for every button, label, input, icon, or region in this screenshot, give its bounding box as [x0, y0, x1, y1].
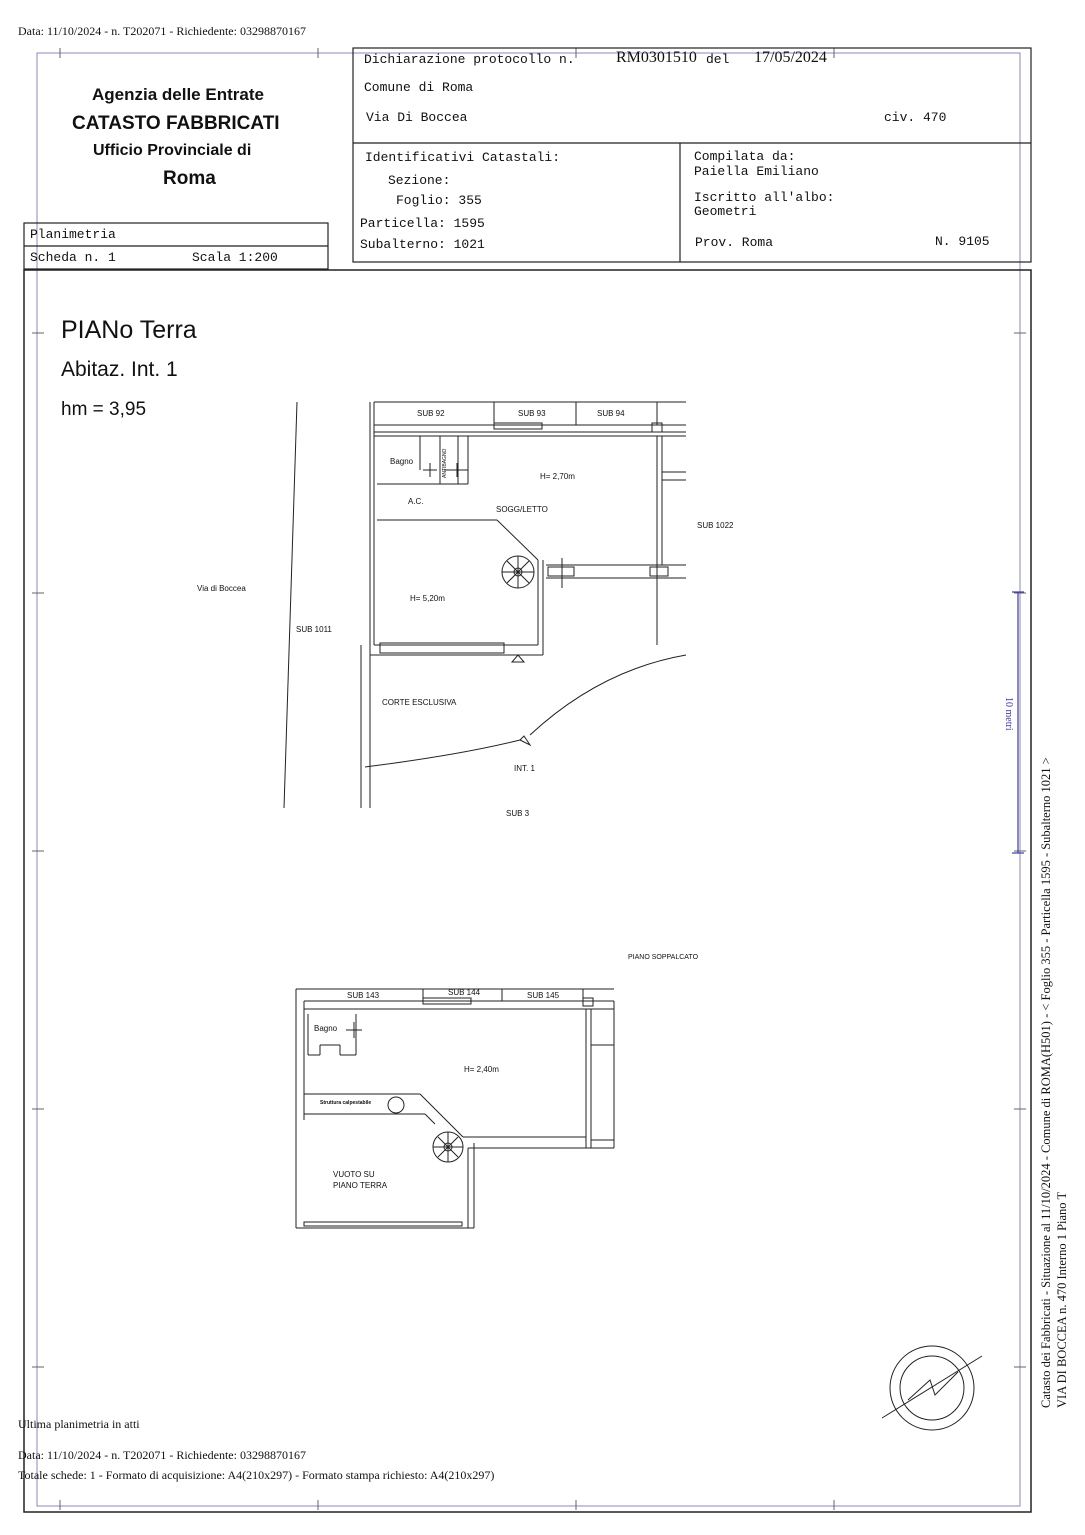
label-antibagno: ANTIBAGNO — [442, 448, 448, 478]
identificativi-title: Identificativi Catastali: — [365, 150, 561, 165]
declaration-date: 17/05/2024 — [754, 49, 827, 66]
label-h520: H= 5,20m — [410, 594, 445, 603]
label-sogg-letto: SOGG/LETTO — [496, 505, 548, 514]
address-civ: civ. 470 — [884, 110, 947, 125]
albo-value: Geometri — [694, 204, 757, 219]
address-street: Via Di Boccea — [366, 110, 468, 125]
agency-city: Roma — [163, 168, 216, 189]
height-label: hm = 3,95 — [61, 399, 147, 420]
label-sub145: SUB 145 — [527, 991, 560, 1000]
footer-data: Data: 11/10/2024 - n. T202071 - Richiedente: 03298870167 — [18, 1448, 306, 1462]
floor-title: PIANo Terra — [61, 316, 197, 344]
label-corte: CORTE ESCLUSIVA — [382, 698, 457, 707]
label-sub94: SUB 94 — [597, 409, 625, 418]
compilata-name: Paiella Emiliano — [694, 164, 819, 179]
scala-label: Scala 1:200 — [192, 250, 278, 265]
side-caption-line1: Catasto dei Fabbricati - Situazione al 11/10/2024 - Comune di ROMA(H501) - < Foglio 355 - Particella 1595 - Subalterno 1021 > — [1039, 757, 1053, 1408]
label-h240: H= 2,40m — [464, 1065, 499, 1074]
side-caption-line2: VIA DI BOCCEA n. 470 Interno 1 Piano T — [1055, 1191, 1069, 1408]
declaration-del: del — [706, 52, 730, 67]
label-bagno-mezzanine: Bagno — [314, 1024, 338, 1033]
declaration-label: Dichiarazione protocollo n. — [364, 52, 575, 67]
scale-bar-label: 10 metri — [1003, 697, 1014, 731]
label-piano-soppalcato: PIANO SOPPALCATO — [628, 954, 699, 961]
planimetria-label: Planimetria — [30, 227, 116, 242]
iscrizione-num: N. 9105 — [935, 234, 990, 249]
albo-label: Iscritto all'albo: — [694, 190, 835, 205]
agency-ufficio: Ufficio Provinciale di — [93, 142, 252, 159]
label-struttura: Struttura calpestabile — [320, 1100, 372, 1106]
header-request-line: Data: 11/10/2024 - n. T202071 - Richiedente: 03298870167 — [18, 24, 306, 38]
scheda-label: Scheda n. 1 — [30, 250, 116, 265]
label-sub144: SUB 144 — [448, 988, 481, 997]
label-sub92: SUB 92 — [417, 409, 445, 418]
footer-ultima: Ultima planimetria in atti — [18, 1417, 140, 1431]
label-int1: INT. 1 — [514, 764, 535, 773]
subalterno: Subalterno: 1021 — [360, 237, 485, 252]
label-ac: A.C. — [408, 497, 424, 506]
unit-label: Abitaz. Int. 1 — [61, 358, 178, 381]
particella: Particella: 1595 — [360, 216, 485, 231]
declaration-number: RM0301510 — [616, 49, 697, 66]
footer-totale: Totale schede: 1 - Formato di acquisizione: A4(210x297) - Formato stampa richiesto: A4(210x297) — [18, 1468, 495, 1482]
label-h270: H= 2,70m — [540, 472, 575, 481]
label-sub93: SUB 93 — [518, 409, 546, 418]
label-bagno: Bagno — [390, 457, 414, 466]
label-sub143: SUB 143 — [347, 991, 380, 1000]
agency-name: Agenzia delle Entrate — [92, 85, 264, 104]
foglio: Foglio: 355 — [396, 193, 482, 208]
label-via-boccea: Via di Boccea — [197, 584, 246, 593]
prov: Prov. Roma — [695, 235, 774, 250]
label-vuoto-1: VUOTO SU — [333, 1170, 375, 1179]
agency-catasto: CATASTO FABBRICATI — [72, 113, 280, 134]
label-sub1011: SUB 1011 — [296, 625, 332, 634]
comune: Comune di Roma — [364, 80, 474, 95]
compilata-label: Compilata da: — [694, 149, 796, 164]
label-vuoto-2: PIANO TERRA — [333, 1181, 388, 1190]
label-sub3: SUB 3 — [506, 809, 530, 818]
label-sub1022: SUB 1022 — [697, 521, 734, 530]
sezione: Sezione: — [388, 173, 451, 188]
